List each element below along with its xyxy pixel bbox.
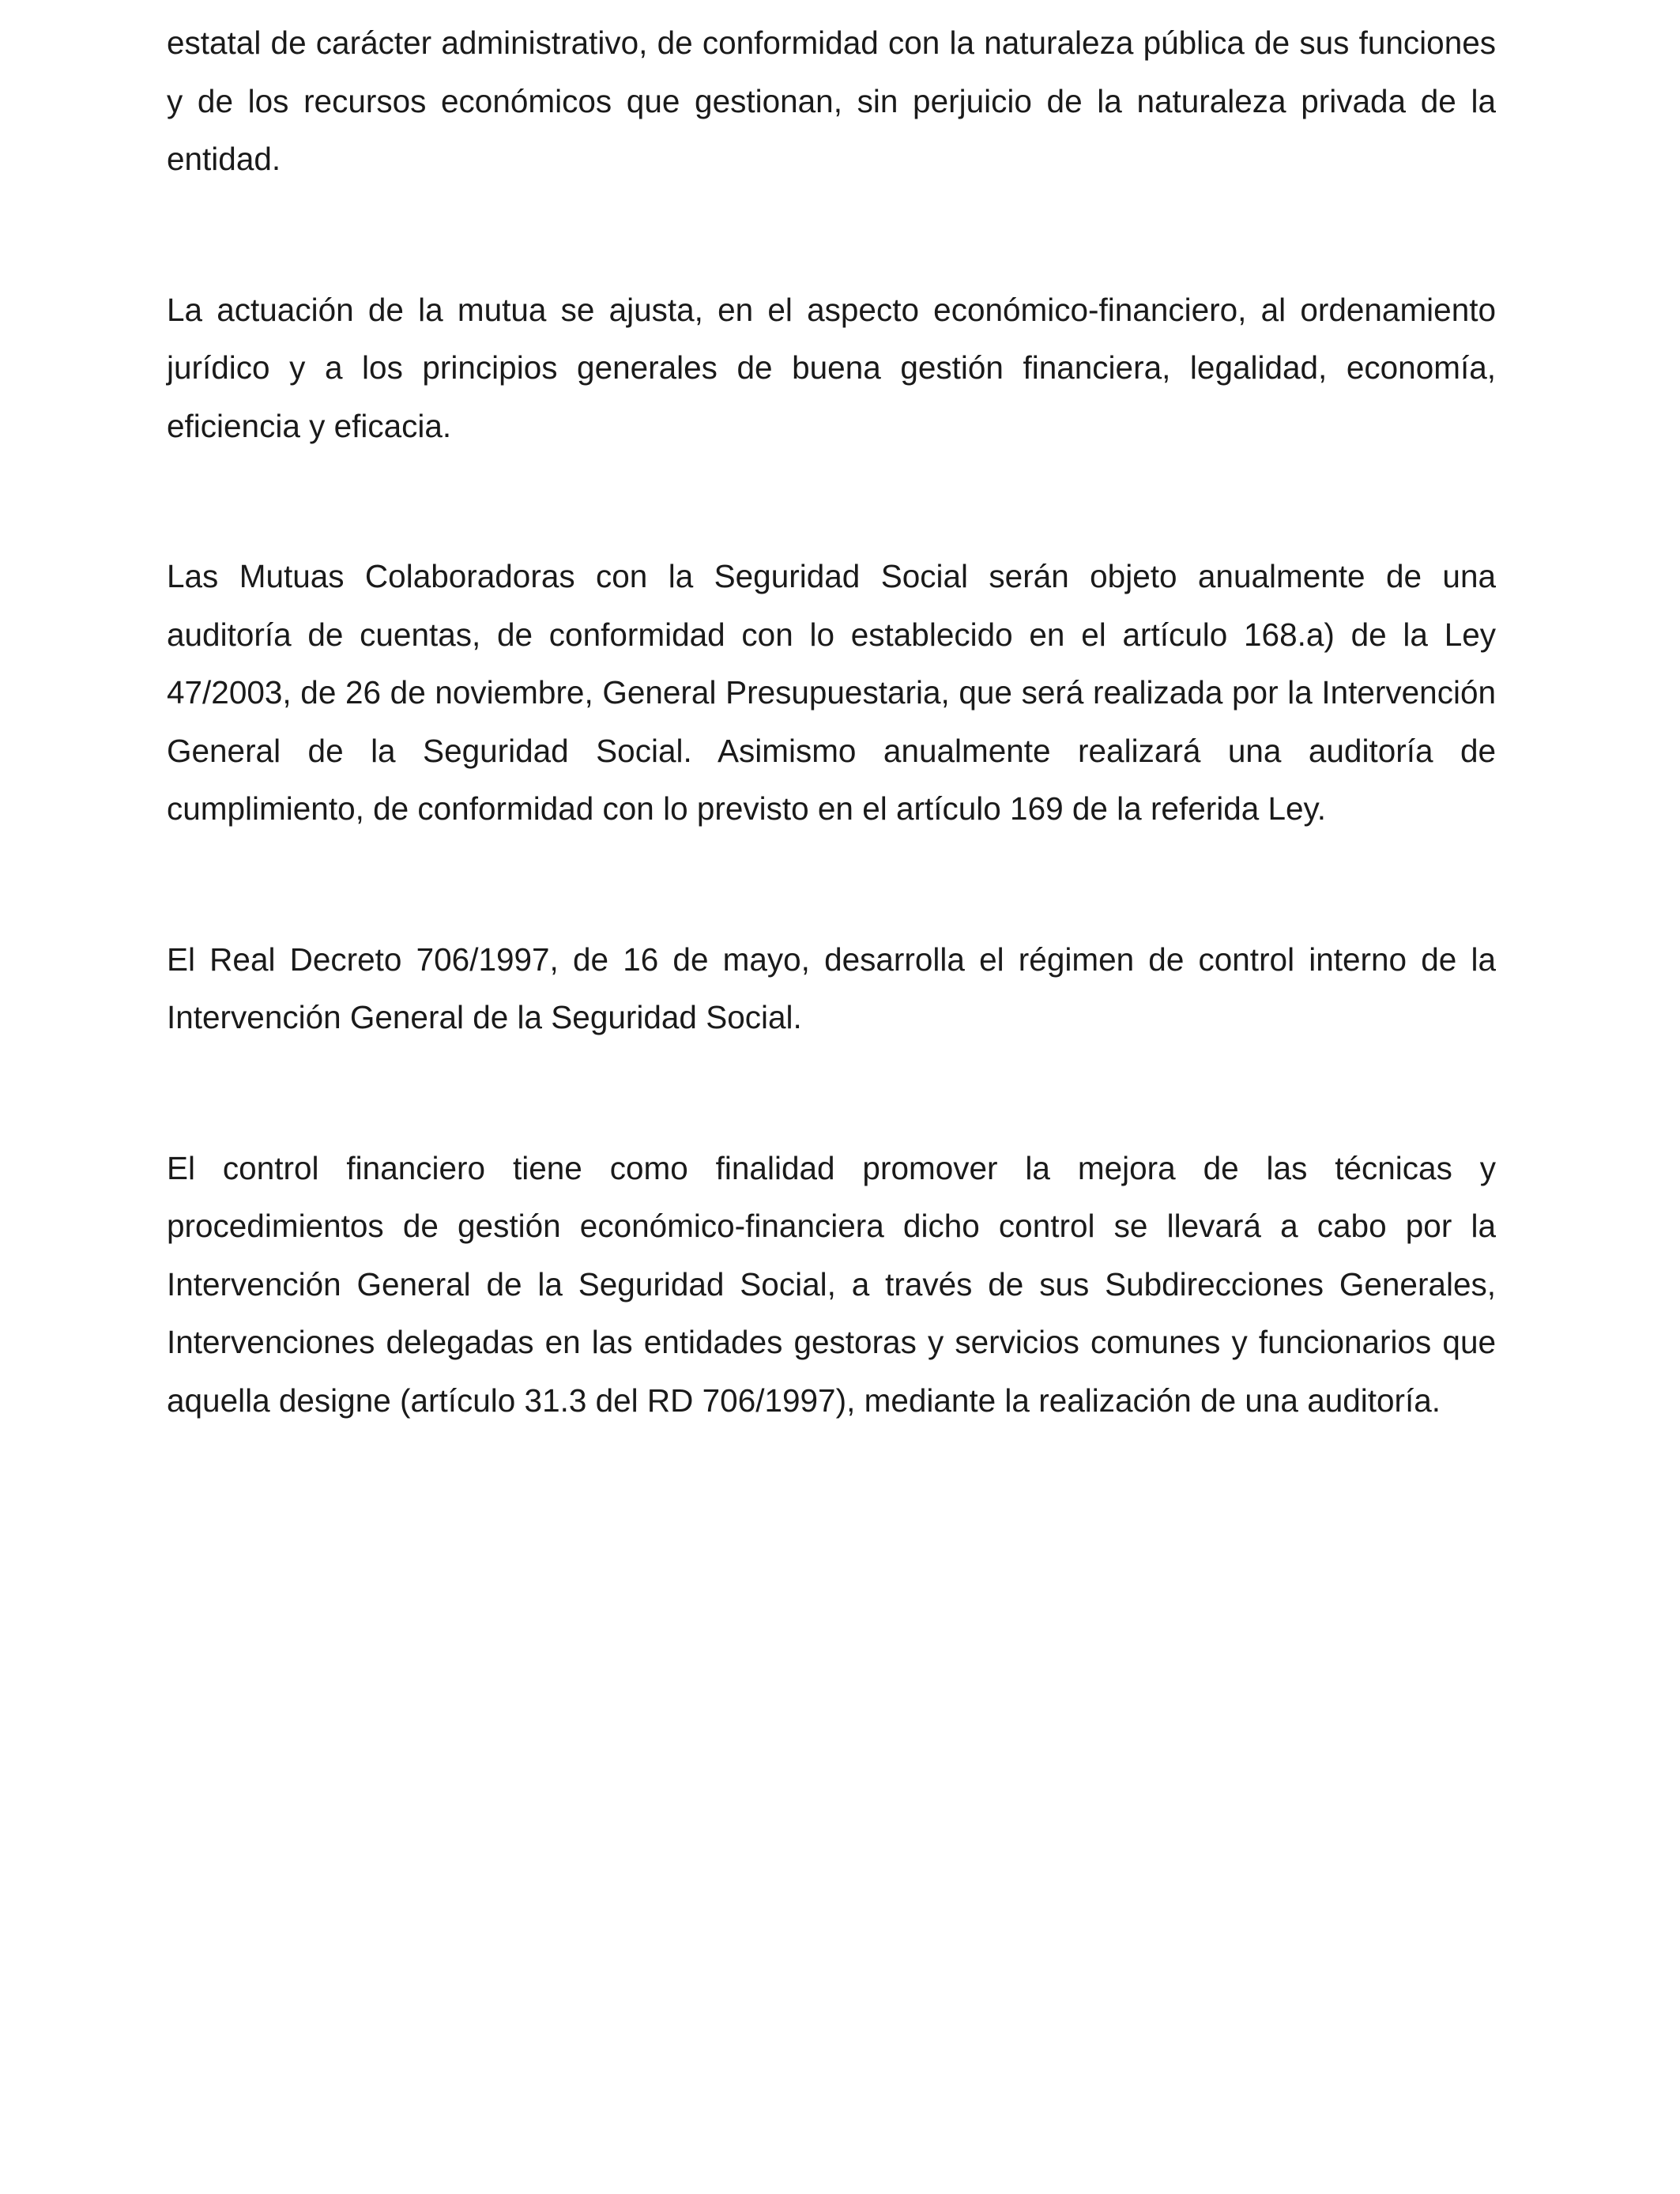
paragraph-financial-control: El control financiero tiene como finalidad promover la mejora de las técnicas y procedimientos de gestión económico-financiera dicho control se llevará a cabo por la Intervención General de la Seguridad Social, a través de sus Subdirecciones Generales, Intervenciones delegadas en las entidades gestoras y servicios comunes y funcionarios que aquella designe (artículo 31.3 del RD 706/1997), mediante la realización de una auditoría.	[167, 1149, 1496, 1419]
paragraph-public-nature: estatal de carácter administrativo, de conformidad con la naturaleza pública de sus funciones y de los recursos económicos que gestionan, sin perjuicio de la naturaleza privada de la entidad.	[167, 25, 1496, 177]
paragraph-economic-financial-action: La actuación de la mutua se ajusta, en el aspecto económico-financiero, al ordenamiento jurídico y a los principios generales de buena gestión financiera, legalidad, economía, eficiencia y eficacia.	[167, 291, 1496, 444]
paragraph-royal-decree: El Real Decreto 706/1997, de 16 de mayo, desarrolla el régimen de control interno de la Intervención General de la Seguridad Social.	[167, 941, 1496, 1035]
paragraph-annual-audit: Las Mutuas Colaboradoras con la Seguridad Social serán objeto anualmente de una auditoría de cuentas, de conformidad con lo establecido en el artículo 168.a) de la Ley 47/2003, de 26 de noviembre, General Presupuestaria, que será realizada por la Intervención General de la Seguridad Social. Asimismo anualmente realizará una auditoría de cumplimiento, de conformidad con lo previsto en el artículo 169 de la referida Ley.	[167, 558, 1496, 827]
document-body	[167, 14, 1496, 1430]
